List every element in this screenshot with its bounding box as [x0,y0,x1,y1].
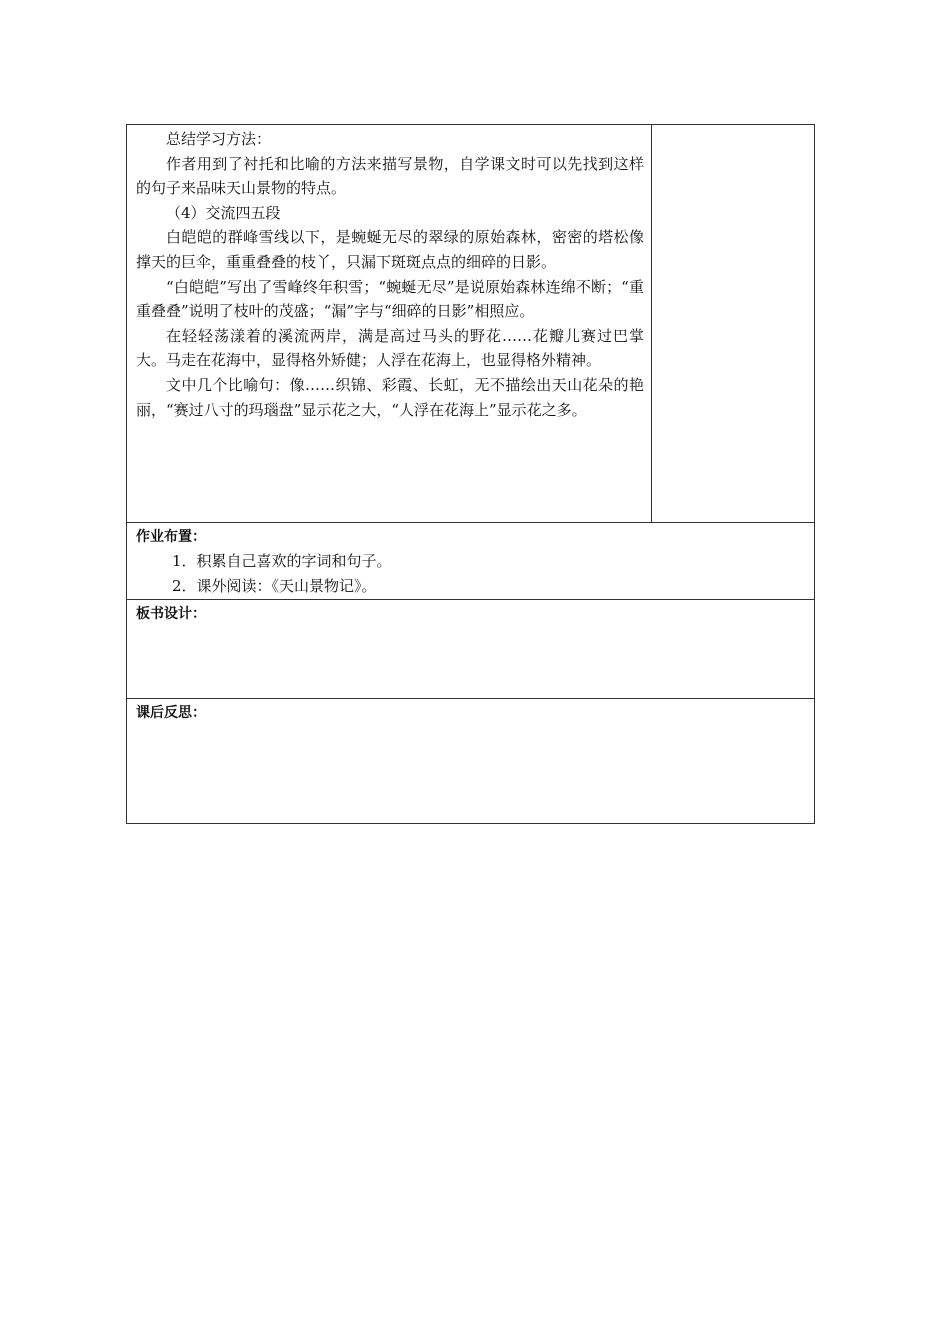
quote-paragraph-forest: 白皑皑的群峰雪线以下，是蜿蜒无尽的翠绿的原始森林，密密的塔松像撑天的巨伞，重重叠叠的枝丫，只漏下斑斑点点的细碎的日影。 [136,228,644,271]
analysis-paragraph-metaphors: 文中几个比喻句：像……织锦、彩霞、长虹，无不描绘出天山花朵的艳丽，“赛过八寸的玛瑙盘”显示花之大，“人浮在花海上”显示花之多。 [136,375,644,419]
board-design-section [127,600,814,699]
summary-heading: 总结学习方法： [166,130,272,148]
homework-heading: 作业布置： [136,529,206,545]
board-design-heading: 板书设计： [136,606,206,622]
analysis-paragraph-forest: “白皑皑”写出了雪峰终年积雪；“蜿蜒无尽”是说原始森林连绵不断；“重重叠叠”说明了枝叶的茂盛；“漏”字与“细碎的日影”相照应。 [136,277,644,321]
lesson-content-cell [127,125,652,522]
section-label: （4）交流四五段 [166,203,281,222]
reflection-heading: 课后反思： [136,705,206,721]
content-row [127,125,814,523]
quote-paragraph-flowers: 在轻轻荡漾着的溪流两岸，满是高过马头的野花……花瓣儿赛过巴掌大。马走在花海中，显得格外矫健；人浮在花海上，也显得格外精神。 [136,326,644,370]
lesson-plan-table [126,124,815,824]
homework-item: 2．课外阅读：《天山景物记》。 [172,576,377,595]
homework-section [127,523,814,600]
reflection-section [127,699,814,823]
notes-cell [652,125,814,522]
method-paragraph: 作者用到了衬托和比喻的方法来描写景物，自学课文时可以先找到这样的句子来品味天山景物的特点。 [136,154,644,198]
homework-item: 1．积累自己喜欢的字词和句子。 [172,552,392,570]
